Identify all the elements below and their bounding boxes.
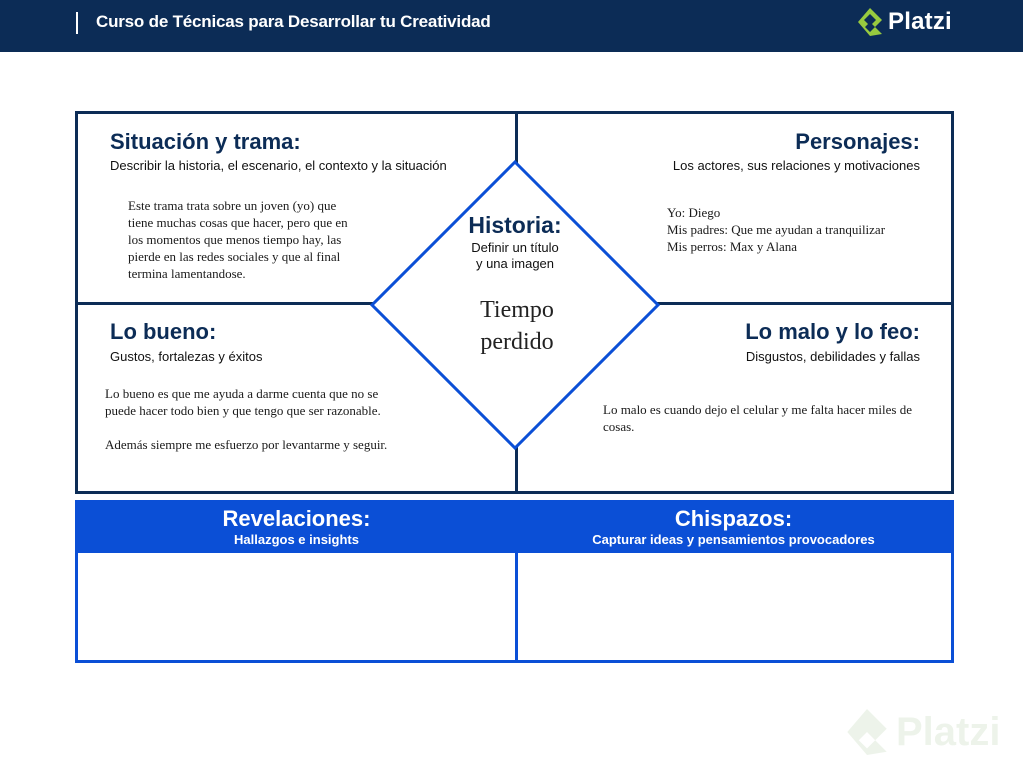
chispazos-title: Chispazos:	[674, 506, 793, 531]
situacion-line: termina lamentandose.	[128, 266, 246, 281]
bueno-line: puede hacer todo bien y que tengo que ser razonable.	[105, 403, 381, 418]
platzi-logo[interactable]	[856, 6, 952, 38]
chispazos-area[interactable]	[518, 553, 951, 660]
personajes-text[interactable]	[667, 204, 937, 255]
historia-subtitle-line: Definir un título	[471, 240, 559, 255]
course-title: Curso de Técnicas para Desarrollar tu Creatividad	[96, 12, 491, 31]
bueno-line: Lo bueno es que me ayuda a darme cuenta que no se	[105, 386, 379, 401]
situacion-subtitle: Describir la historia, el escenario, el contexto y la situación	[110, 158, 447, 173]
situacion-line: pierde en las redes sociales y que al final	[128, 249, 341, 264]
header-divider	[76, 12, 78, 34]
platzi-logo-text: Platzi	[888, 8, 952, 35]
personajes-title: Personajes:	[795, 129, 920, 154]
bueno-line: Además siempre me esfuerzo por levantarme y seguir.	[105, 437, 388, 452]
chispazos-subtitle: Capturar ideas y pensamientos provocadores	[592, 532, 875, 547]
personajes-subtitle: Los actores, sus relaciones y motivaciones	[672, 158, 920, 173]
platzi-logo-icon	[856, 6, 884, 38]
platzi-watermark-icon	[844, 704, 890, 760]
situacion-text[interactable]	[128, 197, 388, 282]
bueno-title: Lo bueno:	[110, 319, 217, 344]
watermark-text: Platzi	[896, 709, 1001, 754]
personajes-line: Mis padres: Que me ayudan a tranquilizar	[667, 222, 886, 237]
bueno-subtitle: Gustos, fortalezas y éxitos	[110, 349, 263, 364]
malo-line: cosas.	[603, 419, 635, 434]
situacion-line: tiene muchas cosas que hacer, pero que en	[128, 215, 348, 230]
personajes-line: Mis perros: Max y Alana	[667, 239, 797, 254]
malo-line: Lo malo es cuando dejo el celular y me falta hacer miles de	[603, 402, 912, 417]
historia-subtitle	[440, 240, 590, 272]
revelaciones-area[interactable]	[78, 553, 515, 660]
revelaciones-subtitle: Hallazgos e insights	[234, 532, 359, 547]
revelaciones-title: Revelaciones:	[222, 506, 371, 531]
historia-title-line: perdido	[480, 329, 554, 355]
situacion-line: Este trama trata sobre un joven (yo) que	[128, 198, 337, 213]
personajes-line: Yo: Diego	[667, 205, 721, 220]
historia-subtitle-line: y una imagen	[475, 256, 555, 271]
malo-subtitle: Disgustos, debilidades y fallas	[745, 349, 920, 364]
historia-text[interactable]	[440, 294, 594, 358]
historia-title: Historia:	[468, 212, 562, 238]
insights-panel	[75, 500, 954, 663]
situacion-title: Situación y trama:	[110, 129, 301, 154]
header-bar	[0, 0, 1023, 52]
malo-title: Lo malo y lo feo:	[745, 319, 920, 344]
platzi-watermark	[844, 704, 1000, 760]
historia-title-line: Tiempo	[480, 297, 554, 323]
situacion-line: los momentos que menos tiempo hay, las	[128, 232, 342, 247]
